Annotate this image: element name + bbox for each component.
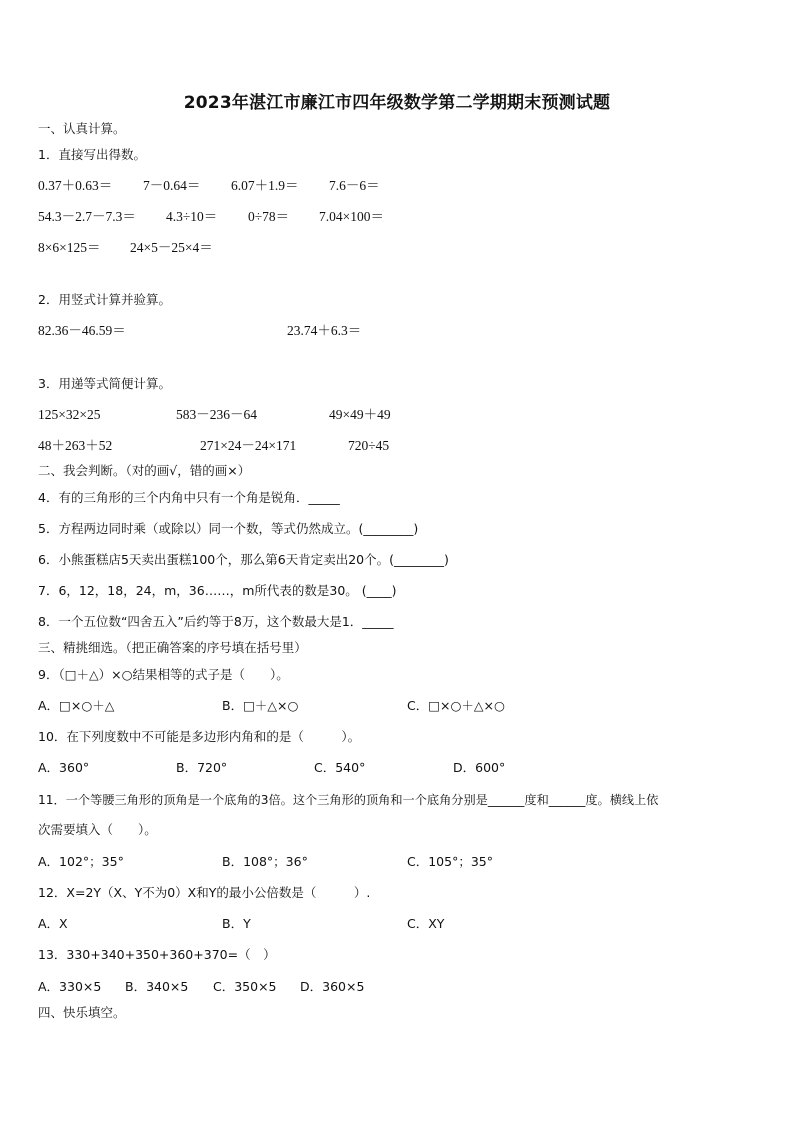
q9-option-a: A．□×○＋△ [38,698,115,713]
q10-option-b: B．720° [176,760,228,775]
question-8: 8．一个五位数“四舍五入”后约等于8万，这个数最大是1．_____ [38,614,394,629]
q11-option-a: A．102°；35° [38,854,124,869]
q1-item: 7－0.64＝ [143,178,201,193]
q1-item: 0.37＋0.63＝ [38,178,113,193]
q11-option-b: B．108°；36° [222,854,308,869]
q3-item: 49×49＋49 [329,407,391,422]
question-12: 12．X=2Y（X、Y不为0）X和Y的最小公倍数是（ ）. [38,885,371,900]
q3-item: 125×32×25 [38,407,101,422]
q12-option-a: A．X [38,916,68,931]
q12-option-c: C．XY [407,916,445,931]
q3-item: 48＋263＋52 [38,438,113,453]
q13-option-b: B．340×5 [125,979,189,994]
q1-item: 54.3－2.7－7.3＝ [38,209,136,224]
question-11: 11．一个等腰三角形的顶角是一个底角的3倍。这个三角形的顶角和一个底角分别是______度和______度。横线上依 [38,793,659,807]
q12-option-b: B．Y [222,916,251,931]
q9-option-c: C．□×○＋△×○ [407,698,505,713]
q1-item: 0÷78＝ [248,209,290,224]
question-9: 9．（□＋△）×○结果相等的式子是（ ）。 [38,667,289,682]
q13-option-d: D．360×5 [300,979,365,994]
section-3-heading: 三、精挑细选。（把正确答案的序号填在括号里） [38,640,307,655]
question-1: 1．直接写出得数。 [38,147,146,162]
q1-item: 7.04×100＝ [319,209,384,224]
q2-item: 23.74＋6.3＝ [287,323,362,338]
q11-option-c: C．105°；35° [407,854,493,869]
page-title: 2023年湛江市廉江市四年级数学第二学期期末预测试题 [183,93,611,113]
question-10: 10．在下列度数中不可能是多边形内角和的是（ ）。 [38,729,361,744]
question-11-cont: 次需要填入（ ）。 [38,822,157,837]
question-6: 6．小熊蛋糕店5天卖出蛋糕100个，那么第6天肯定卖出20个。(________) [38,552,449,567]
q13-option-c: C．350×5 [213,979,277,994]
q10-option-c: C．540° [314,760,366,775]
q10-option-a: A．360° [38,760,90,775]
q3-item: 583－236－64 [176,407,257,422]
question-7: 7．6，12，18，24，m，36……，m所代表的数是30。 (____) [38,583,397,598]
section-2-heading: 二、我会判断。（对的画√，错的画×） [38,463,251,478]
q2-item: 82.36－46.59＝ [38,323,126,338]
q1-item: 7.6－6＝ [329,178,380,193]
q1-item: 24×5－25×4＝ [130,240,213,255]
q3-item: 720÷45 [348,438,390,453]
question-2: 2．用竖式计算并验算。 [38,292,171,307]
question-4: 4．有的三角形的三个内角中只有一个角是锐角．_____ [38,490,340,505]
section-4-heading: 四、快乐填空。 [38,1005,126,1020]
question-13: 13．330+340+350+360+370=（ ） [38,947,276,962]
q10-option-d: D．600° [453,760,506,775]
q13-option-a: A．330×5 [38,979,102,994]
question-5: 5．方程两边同时乘（或除以）同一个数，等式仍然成立。(________) [38,521,419,536]
q1-item: 6.07＋1.9＝ [231,178,299,193]
q1-item: 4.3÷10＝ [166,209,218,224]
q9-option-b: B．□＋△×○ [222,698,299,713]
section-1-heading: 一、认真计算。 [38,121,126,136]
q3-item: 271×24－24×171 [200,438,297,453]
q1-item: 8×6×125＝ [38,240,101,255]
question-3: 3．用递等式简便计算。 [38,376,171,391]
